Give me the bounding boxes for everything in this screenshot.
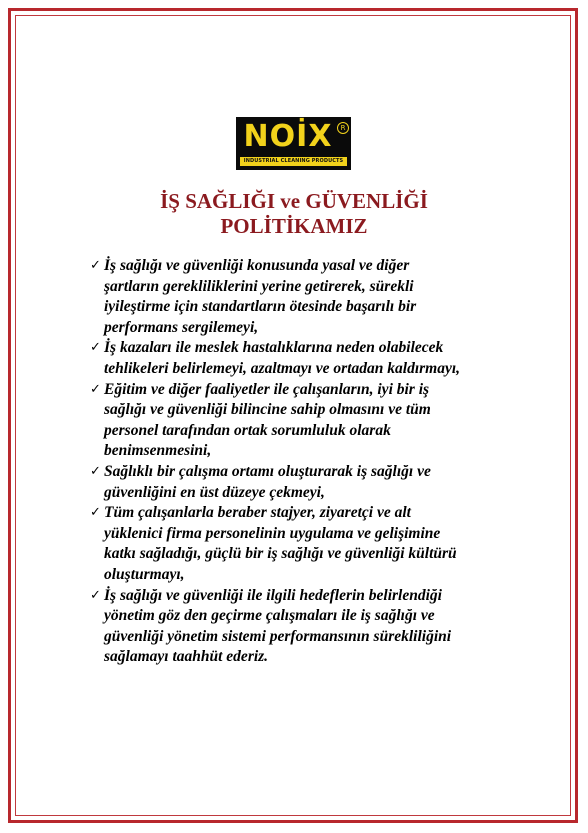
checkmark-icon: ✓ (90, 258, 101, 273)
policy-item (90, 380, 530, 462)
policy-text-line: güvenliğini en üst düzeye çekmeyi, (104, 483, 325, 501)
page-title-line-1: İŞ SAĞLIĞI ve GÜVENLİĞİ (160, 189, 428, 213)
policy-text-line: güvenliği yönetim sistemi performansının sürekliliğini (104, 627, 452, 645)
policy-item (90, 586, 530, 668)
policy-text-line: personel tarafından ortak sorumluluk olarak (104, 421, 391, 439)
logo-tagline: INDUSTRIAL CLEANING PRODUCTS (240, 157, 347, 166)
checkmark-icon: ✓ (90, 463, 101, 479)
policy-text-line: Eğitim ve diğer faaliyetler ile çalışanların, iyi bir iş (104, 380, 430, 398)
policy-text-line: Tüm çalışanlarla beraber stajyer, ziyaretçi ve alt (104, 504, 411, 522)
policy-text-line: iyileştirme için standartların ötesinde başarılı bir (104, 298, 417, 316)
checkmark-icon: ✓ (90, 587, 101, 603)
policy-item (90, 256, 530, 338)
policy-text-line: İş sağlığı ve güvenliği ile ilgili hedeflerin belirlendiği (104, 586, 442, 604)
policy-item (90, 338, 530, 379)
policy-item (90, 503, 530, 585)
checkmark-icon: ✓ (90, 340, 101, 356)
policy-text-line: İş kazaları ile meslek hastalıklarına neden olabilecek (104, 339, 444, 357)
policy-text-line: tehlikeleri belirlemeyi, azaltmayı ve ortadan kaldırmayı, (104, 359, 461, 377)
policy-text-line: performans sergilemeyi, (104, 318, 259, 336)
noix-logo (236, 117, 351, 170)
policy-text-line: Sağlıklı bir çalışma ortamı oluşturarak iş sağlığı ve (104, 462, 431, 480)
policy-text-line: İş sağlığı ve güvenliği konusunda yasal ve diğer (104, 257, 410, 274)
checkmark-icon: ✓ (90, 381, 101, 397)
policy-text-line: benimsenmesini, (104, 442, 212, 460)
policy-list (90, 256, 530, 668)
policy-text-line: şartların gerekliliklerini yerine getirerek, sürekli (104, 277, 414, 295)
policy-text-line: yönetim göz den geçirme çalışmaları ile iş sağlığı ve (104, 607, 435, 625)
page-title-line-2: POLİTİKAMIZ (220, 214, 368, 238)
policy-text-line: yüklenici firma personelinin uygulama ve gelişimine (104, 524, 441, 542)
logo-wordmark: NOİX (243, 119, 333, 154)
policy-text-line: oluşturmayı, (104, 565, 185, 583)
registered-mark: R (337, 122, 349, 134)
policy-text-line: sağlamayı taahhüt ederiz. (104, 648, 269, 666)
policy-text-line: sağlığı ve güvenliği bilincine sahip olmasını ve tüm (104, 401, 431, 419)
policy-text-line: katkı sağladığı, güçlü bir iş sağlığı ve güvenliği kültürü (104, 545, 457, 563)
policy-item (90, 462, 530, 503)
checkmark-icon: ✓ (90, 505, 101, 521)
